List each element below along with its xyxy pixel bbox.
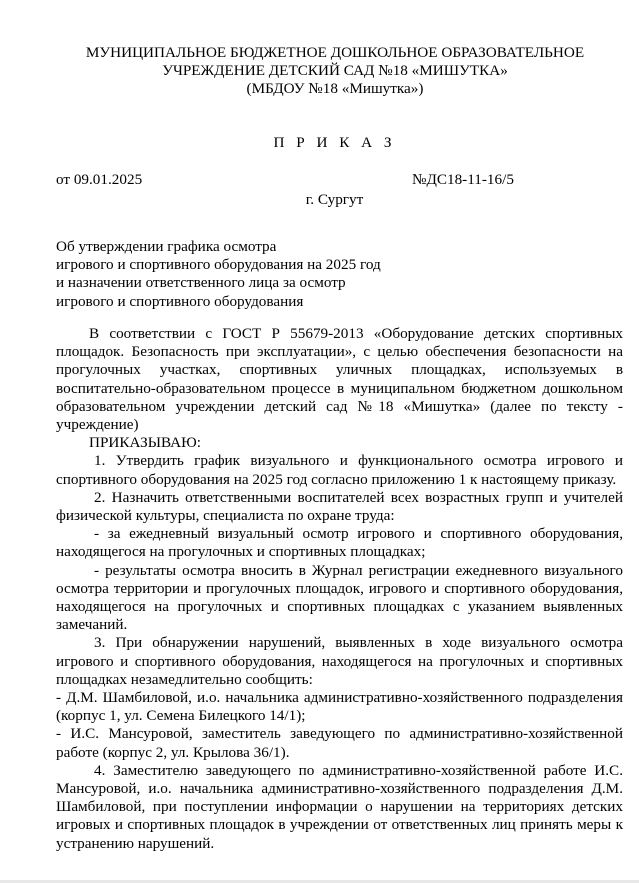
order-word: ПРИКАЗЫВАЮ: [89, 434, 201, 452]
header-line-3: (МБДОУ №18 «Мишутка») [246, 80, 424, 98]
document-type-title: П Р И К А З [273, 134, 396, 151]
document-subject [56, 238, 436, 311]
subject-line-3: и назначении ответственного лица за осмотр [56, 274, 346, 292]
preamble-paragraph: В соответствии с ГОСТ Р 55679-2013 «Оборудование детских спортивных площадок. Безопасность при эксплуатации», с целью обеспечения безопасности на прогулочных участках, спортивных уличных площадках, используемых в воспитательно-образовательном процессе в муниципальном бюджетном дошкольном образовательном учреждении детский сад №18 «Мишутка» (далее по тексту - учреждение) [56, 325, 623, 434]
order-item-2: 2. Назначить ответственными воспитателей всех возрастных групп и учителей физической культуры, специалиста по охране труда: [56, 488, 623, 525]
order-item-4: 4. Заместителю заведующего по административно-хозяйственной работе И.С. Мансуровой, и.о. начальника административно-хозяйственного подразделения Д.М. Шамбиловой, при поступлении информации о нарушении на территориях детских игровых и спортивных площадок в учреждении от ответственных лиц принять меры к устранению нарушений. [56, 761, 623, 852]
header-line-2: УЧРЕЖДЕНИЕ ДЕТСКИЙ САД №18 «МИШУТКА» [162, 62, 508, 80]
header-line-1: МУНИЦИПАЛЬНОЕ БЮДЖЕТНОЕ ДОШКОЛЬНОЕ ОБРАЗОВАТЕЛЬНОЕ [85, 44, 585, 61]
order-item-1: 1. Утвердить график визуального и функционального осмотра игрового и спортивного оборудования на 2025 год согласно приложению 1 к настоящему приказу. [56, 452, 623, 488]
order-item-3: 3. При обнаружении нарушений, выявленных в ходе визуального осмотра игрового и спортивного оборудования, находящегося на прогулочных и спортивных площадках незамедлительно сообщить: [56, 634, 623, 688]
document-city: г. Сургут [305, 191, 364, 208]
order-item-2a: - за ежедневный визуальный осмотр игрового и спортивного оборудования, находящегося на прогулочных и спортивных площадках; [56, 525, 623, 561]
order-item-2b: - результаты осмотра вносить в Журнал регистрации ежедневного визуального осмотра территории и прогулочных площадок, игрового и спортивного оборудования, находящегося на прогулочных и спортивных площадках с указанием выявленных замечаний. [56, 561, 623, 634]
organization-header [50, 44, 620, 99]
subject-line-1: Об утверждении графика осмотра [56, 238, 277, 255]
document-number: №ДС18-11-16/5 [412, 171, 514, 188]
order-item-3b: - И.С. Мансуровой, заместитель заведующего по административно-хозяйственной работе (корпус 2, ул. Крылова 36/1). [56, 725, 623, 761]
subject-line-2: игрового и спортивного оборудования на 2025 год [56, 256, 381, 274]
document-date: от 09.01.2025 [56, 171, 143, 188]
subject-line-4: игрового и спортивного оборудования [56, 292, 304, 310]
order-item-3a: - Д.М. Шамбиловой, и.о. начальника административно-хозяйственного подразделения (корпус 1, ул. Семена Билецкого 14/1); [56, 689, 623, 725]
document-body [56, 325, 623, 853]
